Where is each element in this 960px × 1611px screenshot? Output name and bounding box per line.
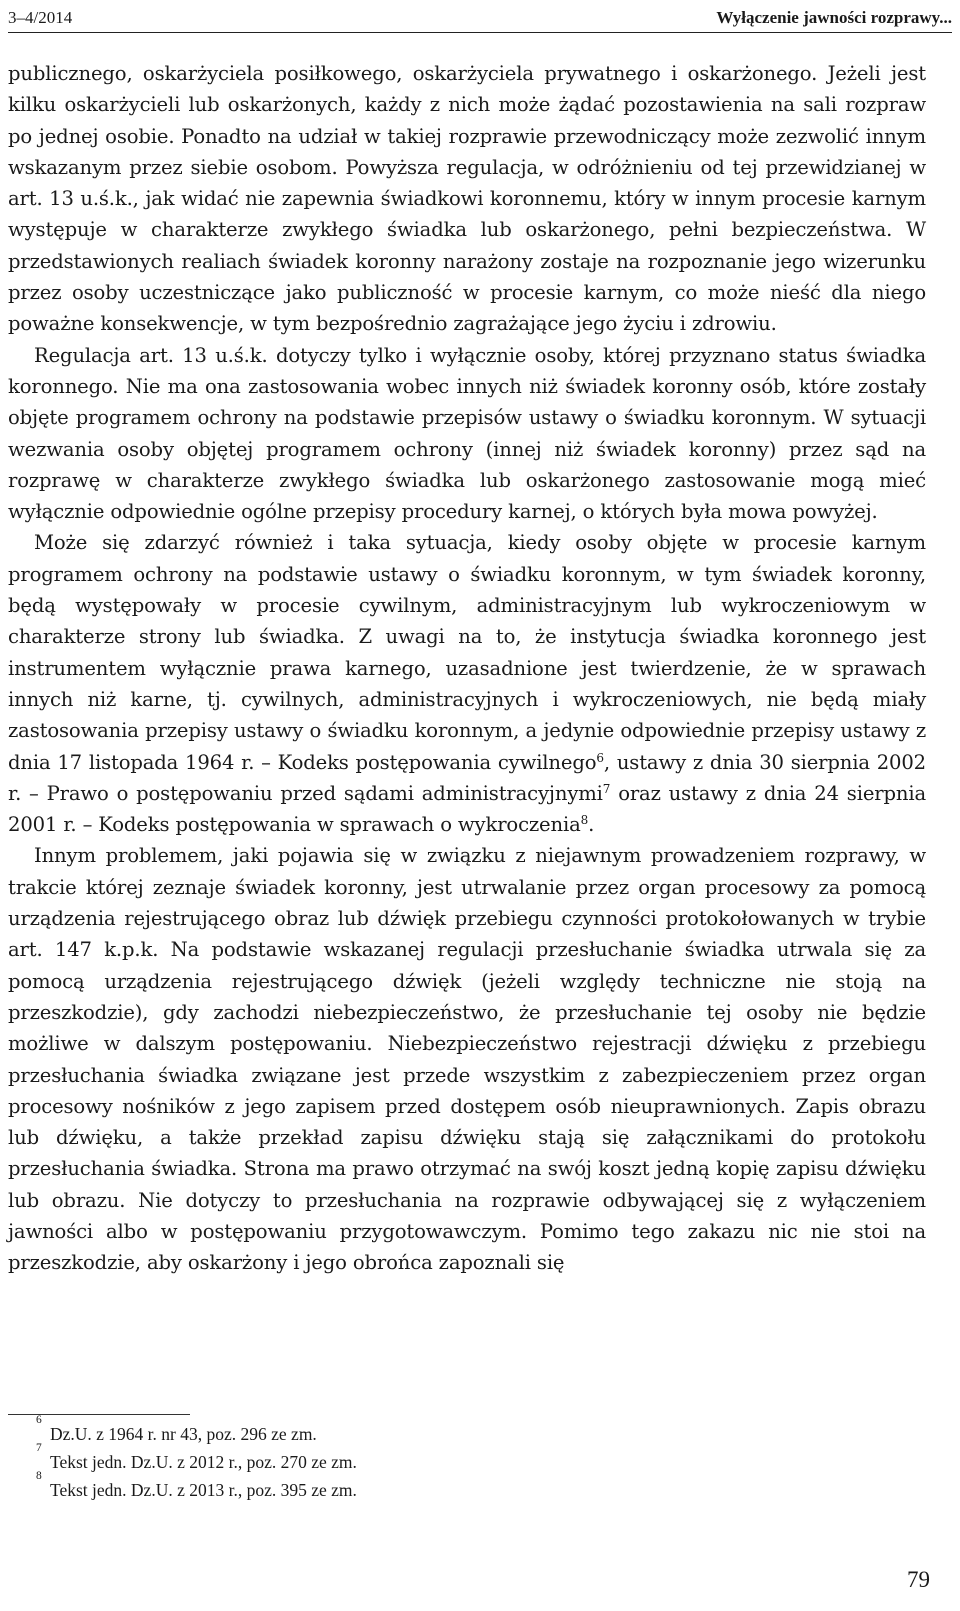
- paragraph-3-part-2: , ustawy z dnia 30 sierpnia 2002 r. – Prawo o postępowaniu przed sądami administracyjnymi: [8, 750, 926, 805]
- footnote-7: 7 Tekst jedn. Dz.U. z 2012 r., poz. 270 ze zm.: [36, 1442, 357, 1472]
- paragraph-1: publicznego, oskarżyciela posiłkowego, oskarżyciela prywatnego i oskarżonego. Jeżeli jest kilku oskarżycieli lub oskarżonych, każdy z nich może żądać pozostawienia na sali rozpraw po jednej osobie. Ponadto na udział w takiej rozprawie przewodniczący może zezwolić innym wskazanym przez siebie osobom. Powyższa regulacja, w odróżnieniu od tej przewidzianej w art. 13 u.ś.k., jak widać nie zapewnia świadkowi koronnemu, który w innym procesie karnym występuje w charakterze zwykłego świadka lub oskarżonego, pełni bezpieczeństwa. W przedstawionych realiach świadek koronny narażony zostaje na rozpoznanie jego wizerunku przez osoby uczestniczące jako publiczność w procesie karnym, co może nieść dla niego poważne konsekwencje, w tym bezpośrednio zagrażające jego życiu i zdrowiu.: [8, 62, 926, 336]
- header-rule: [8, 32, 952, 33]
- running-title: Wyłączenie jawności rozprawy...: [716, 8, 952, 27]
- paragraph-4: Innym problemem, jaki pojawia się w związku z niejawnym prowadzeniem rozprawy, w trakcie której zeznaje świadek koronny, jest utrwalanie przez organ procesowy za pomocą urządzenia rejestrującego obraz lub dźwięk przebiegu czynności protokołowanych w trybie art. 147 k.p.k. Na podstawie wskazanej regulacji przesłuchanie świadka utrwala się za pomocą urządzenia rejestrującego dźwięk (jeżeli względy techniczne nie stoją na przeszkodzie), gdy zachodzi niebezpieczeństwo, że przesłuchanie tej osoby nie będzie możliwe w dalszym postępowaniu. Niebezpieczeństwo rejestracji dźwięku z przebiegu przesłuchania świadka związane jest przede wszystkim z zabezpieczeniem przez organ procesowy nośników z jego zapisem przed dostępem osób nieuprawnionych. Zapis obrazu lub dźwięku, a także przekład zapisu dźwięku stają się załącznikami do protokołu przesłuchania świadka. Strona ma prawo otrzymać na swój koszt jedną kopię zapisu dźwięku lub obrazu. Nie dotyczy to przesłuchania na rozprawie odbywającej się z wyłączeniem jawności albo w postępowaniu przygotowawczym. Pomimo tego zakazu nic nie stoi na przeszkodzie, aby oskarżony i jego obrońca zapoznali się: [8, 844, 926, 1275]
- paragraph-3-part-4: .: [588, 813, 595, 837]
- footnote-text: Tekst jedn. Dz.U. z 2012 r., poz. 270 ze zm.: [50, 1452, 357, 1472]
- paragraph-3-part-3: oraz ustawy z dnia 24 sierpnia 2001 r. – Kodeks postępowania w sprawach o wykroczenia: [8, 781, 926, 837]
- paragraph-3-part-1: Może się zdarzyć również i taka sytuacja, kiedy osoby objęte w procesie karnym programem ochrony na podstawie ustawy o świadku koronnym, w tym świadek koronny, będą występowały w procesie cywilnym, administracyjnym lub wykroczeniowym w charakterze strony lub świadka. Z uwagi na to, że instytucja świadka koronnego jest instrumentem wyłącznie prawa karnego, uzasadnione jest twierdzenie, że w sprawach innych niż karne, tj. cywilnych, administracyjnych i wykroczeniowych, nie będą miały zastosowania przepisy ustawy o świadku koronnym, a jedynie odpowiednie przepisy ustawy z dnia 17 listopada 1964 r. – Kodeks postępowania cywilnego: [8, 531, 926, 774]
- paragraph-2: Regulacja art. 13 u.ś.k. dotyczy tylko i wyłącznie osoby, której przyznano status świadka koronnego. Nie ma ona zastosowania wobec innych niż świadek koronny osób, które zostały objęte programem ochrony na podstawie przepisów ustawy o świadku koronnym. W sytuacji wezwania osoby objętej programem ochrony (innej niż świadek koronny) przez sąd na rozprawę w charakterze zwykłego świadka lub oskarżonego zastosowanie mogą mieć wyłącznie odpowiednie ogólne przepisy procedury karnej, o których była mowa powyżej.: [8, 343, 926, 524]
- footnote-ref-8[interactable]: 8: [580, 813, 589, 828]
- footnote-ref-7[interactable]: 7: [602, 781, 611, 796]
- body-text: [8, 58, 926, 1279]
- running-header: [8, 6, 952, 30]
- paragraph-3: [8, 527, 926, 840]
- footnote-6: 6 Dz.U. z 1964 r. nr 43, poz. 296 ze zm.: [36, 1414, 317, 1444]
- footnote-8: 8 Tekst jedn. Dz.U. z 2013 r., poz. 395 ze zm.: [36, 1470, 357, 1500]
- footnote-text: Tekst jedn. Dz.U. z 2013 r., poz. 395 ze zm.: [50, 1480, 357, 1500]
- footnote-ref-6[interactable]: 6: [596, 750, 604, 765]
- footnote-text: Dz.U. z 1964 r. nr 43, poz. 296 ze zm.: [50, 1424, 317, 1444]
- footnotes: [36, 1414, 916, 1504]
- issue-number: 3–4/2014: [8, 8, 73, 27]
- page-number: 79: [907, 1567, 930, 1592]
